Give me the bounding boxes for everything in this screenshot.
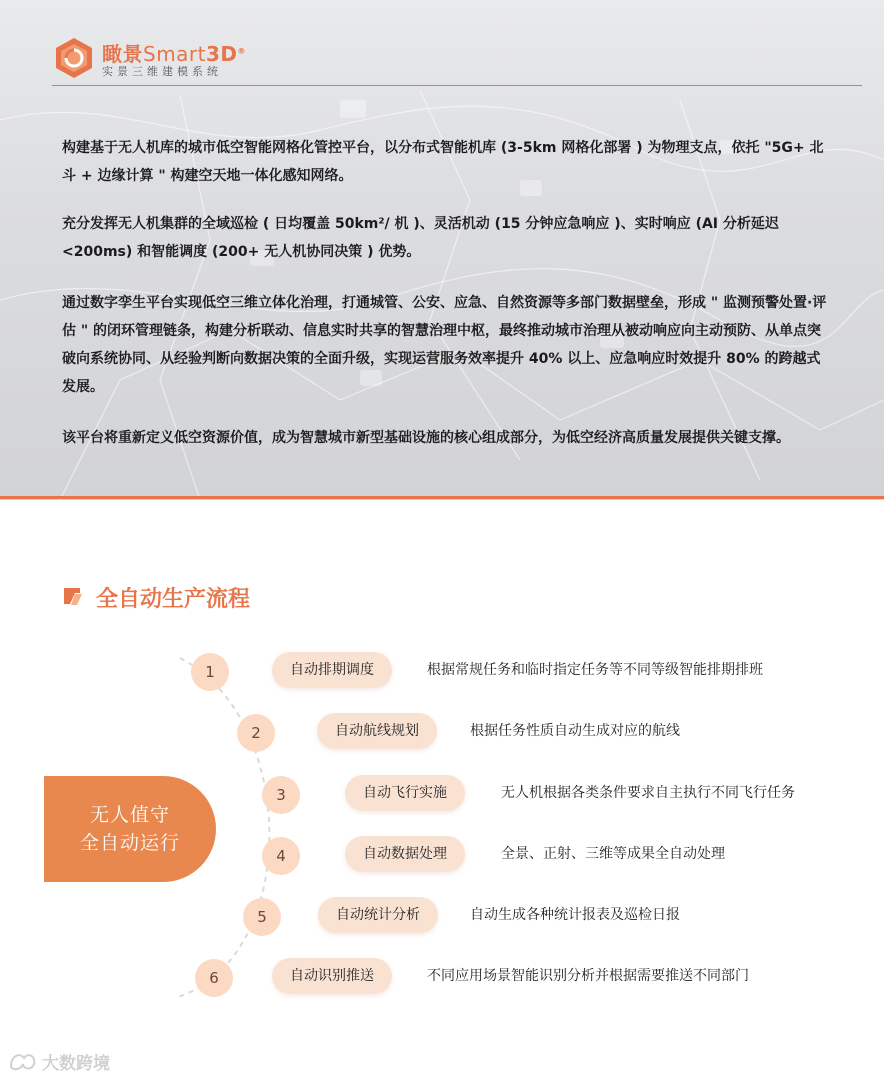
watermark-text: 大数跨境 [42,1054,110,1074]
registered-mark: ® [237,46,247,56]
step-desc-4: 全景、正射、三维等成果全自动处理 [501,846,725,862]
step-desc-2: 根据任务性质自动生成对应的航线 [470,723,680,739]
step-number-5: 5 [243,898,281,936]
brand-name-cn: 瞰景 [102,42,143,66]
intro-paragraph-4: 该平台将重新定义低空资源价值，成为智慧城市新型基础设施的核心组成部分，为低空经济高质量发展提供关键支撑。 [62,430,790,446]
step-label-1: 自动排期调度 [272,652,392,688]
center-label-line1: 无人值守 [89,804,170,826]
step-label-6: 自动识别推送 [272,958,392,994]
step-number-4: 4 [262,837,300,875]
step-label-3: 自动飞行实施 [345,775,465,811]
center-label-pill [44,776,216,882]
step-number-3: 3 [262,776,300,814]
center-label-line2: 全自动运行 [79,832,180,854]
brand-subtitle: 实景三维建模系统 [102,65,222,78]
intro-paragraph-2: 充分发挥无人机集群的全域巡检 ( 日均覆盖 50km²/ 机 )、灵活机动 (15 分钟应急响应 )、实时响应 (AI 分析延迟 <200ms) 和智能调度 (200+ 无人机协同决策 ) 优势。 [62,216,779,260]
step-desc-5: 自动生成各种统计报表及巡检日报 [470,907,680,923]
brand-name-en: Smart [143,42,206,66]
intro-paragraph-1: 构建基于无人机库的城市低空智能网格化管控平台，以分布式智能机库 (3-5km 网格化部署 ) 为物理支点，依托 "5G+ 北斗 + 边缘计算 " 构建空天地一体化感知网络。 [62,140,824,184]
step-desc-6: 不同应用场景智能识别分析并根据需要推送不同部门 [427,968,749,984]
step-number-6: 6 [195,959,233,997]
intro-paragraph-3: 通过数字孪生平台实现低空三维立体化治理，打通城管、公安、应急、自然资源等多部门数据壁垒，形成 " 监测预警处置·评估 " 的闭环管理链条，构建分析联动、信息实时共享的智慧治理中枢，最终推动城市治理从被动响应向主动预防、从单点突破向系统协同、从经验判断向数据决策的全面升级，实现运营服务效率提升 40% 以上、应急响应时效提升 80% 的跨越式发展。 [62,295,827,395]
watermark-logo-icon [8,1048,38,1072]
step-desc-3: 无人机根据各类条件要求自主执行不同飞行任务 [501,785,795,801]
step-number-2: 2 [237,714,275,752]
step-number-1: 1 [191,653,229,691]
step-label-5: 自动统计分析 [318,897,438,933]
step-desc-1: 根据常规任务和临时指定任务等不同等级智能排期排班 [427,662,763,678]
section-title: 全自动生产流程 [96,587,251,612]
brand-name-suffix: 3D [206,42,238,66]
step-label-2: 自动航线规划 [317,713,437,749]
step-label-4: 自动数据处理 [345,836,465,872]
